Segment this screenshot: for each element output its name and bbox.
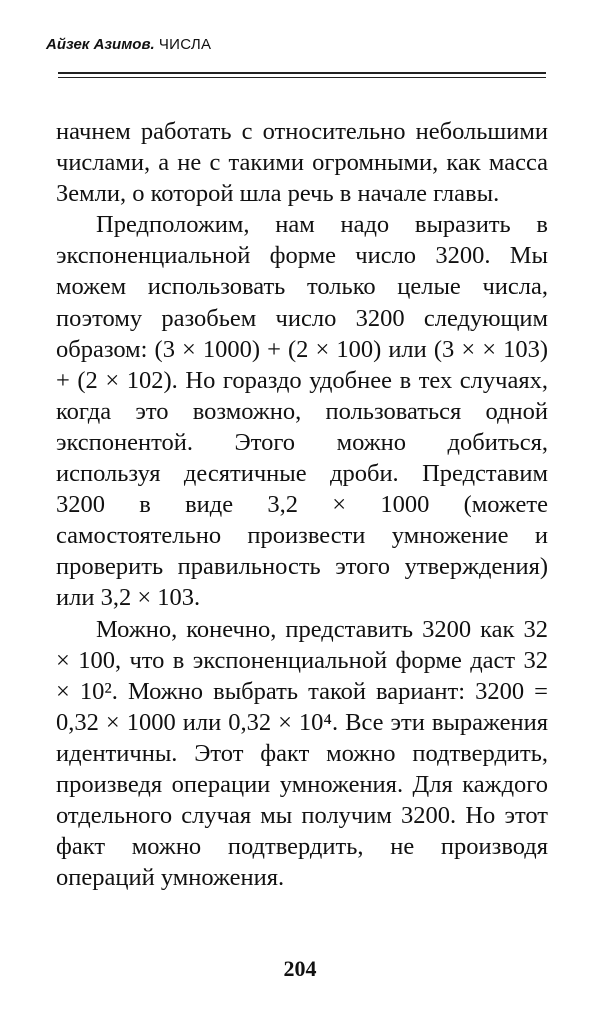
paragraph: Можно, конечно, представить 3200 как 32 × 100, что в экспоненциальной форме даст 32 × 10². Можно выбрать такой вариант: 3200 = 0,32 × 1000 или 0,32 × 10⁴. Все эти выражения идентичны. Этот факт можно подтвердить, произведя операции умножения. Для каждого отдельного случая мы получим 3200. Но этот факт можно подтвердить, не производя операций умножения. [56,615,548,892]
running-header [46,36,211,53]
header-rule-thick [58,72,546,74]
paragraph-continued: начнем работать с относительно небольшими числами, а не с такими огромными, как масса Земли, о которой шла речь в начале главы. [56,118,548,208]
header-title: ЧИСЛА [158,36,212,53]
page-body [56,116,548,893]
header-author: Айзек Азимов. [46,36,155,53]
page-number: 204 [283,956,317,981]
paragraph: Предположим, нам надо выразить в экспоненциальной форме число 3200. Мы можем использовать только целые числа, поэтому разобьем число 3200 следующим образом: (3 × 1000) + (2 × 100) или (3 × × 103) + (2 × 102). Но гораздо удобнее в тех случаях, когда это возможно, пользоваться одной экспонентой. Этого можно добиться, используя десятичные дроби. Представим 3200 в виде 3,2 × 1000 (можете самостоятельно произвести умножение и проверить правильность этого утверждения) или 3,2 × 103. [56,211,548,612]
header-rule-thin [58,77,546,78]
